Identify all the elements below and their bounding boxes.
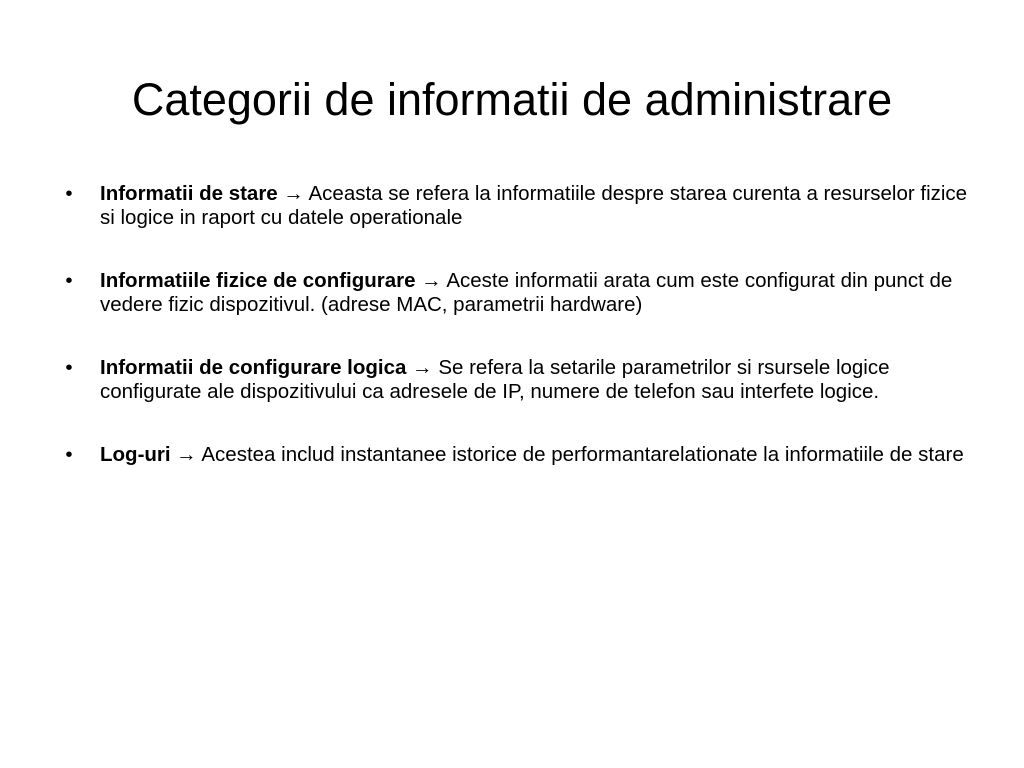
item-description: Aceste informatii arata cum este configurat din punct de vedere fizic dispozitivul. (adrese MAC, parametrii hardware) xyxy=(100,269,953,316)
bullet-icon: • xyxy=(65,269,73,292)
arrow-right-icon: → xyxy=(283,182,304,205)
bullet-icon: • xyxy=(65,443,73,466)
arrow-right-icon: → xyxy=(412,356,433,379)
list-item xyxy=(65,182,980,230)
item-term: Informatii de configurare logica xyxy=(100,356,407,379)
list-item xyxy=(65,269,980,317)
item-term: Log-uri xyxy=(100,443,171,466)
arrow-right-icon: → xyxy=(176,443,197,466)
list-item xyxy=(65,356,980,404)
item-term: Informatiile fizice de configurare xyxy=(100,269,416,292)
bullet-list xyxy=(65,182,980,506)
item-description: Acestea includ instantanee istorice de performantarelationate la informatiile de stare xyxy=(201,443,964,466)
arrow-right-icon: → xyxy=(421,269,442,292)
item-description: Aceasta se refera la informatiile despre starea curenta a resurselor fizice si logice in raport cu datele operationale xyxy=(100,182,968,229)
list-item xyxy=(65,443,980,467)
item-description: Se refera la setarile parametrilor si rsursele logice configurate ale dispozitivului ca adresele de IP, numere de telefon sau interfete logice. xyxy=(100,356,890,403)
bullet-icon: • xyxy=(65,356,73,379)
slide-title: Categorii de informatii de administrare xyxy=(131,74,893,125)
bullet-icon: • xyxy=(65,182,73,205)
item-term: Informatii de stare xyxy=(100,182,278,205)
